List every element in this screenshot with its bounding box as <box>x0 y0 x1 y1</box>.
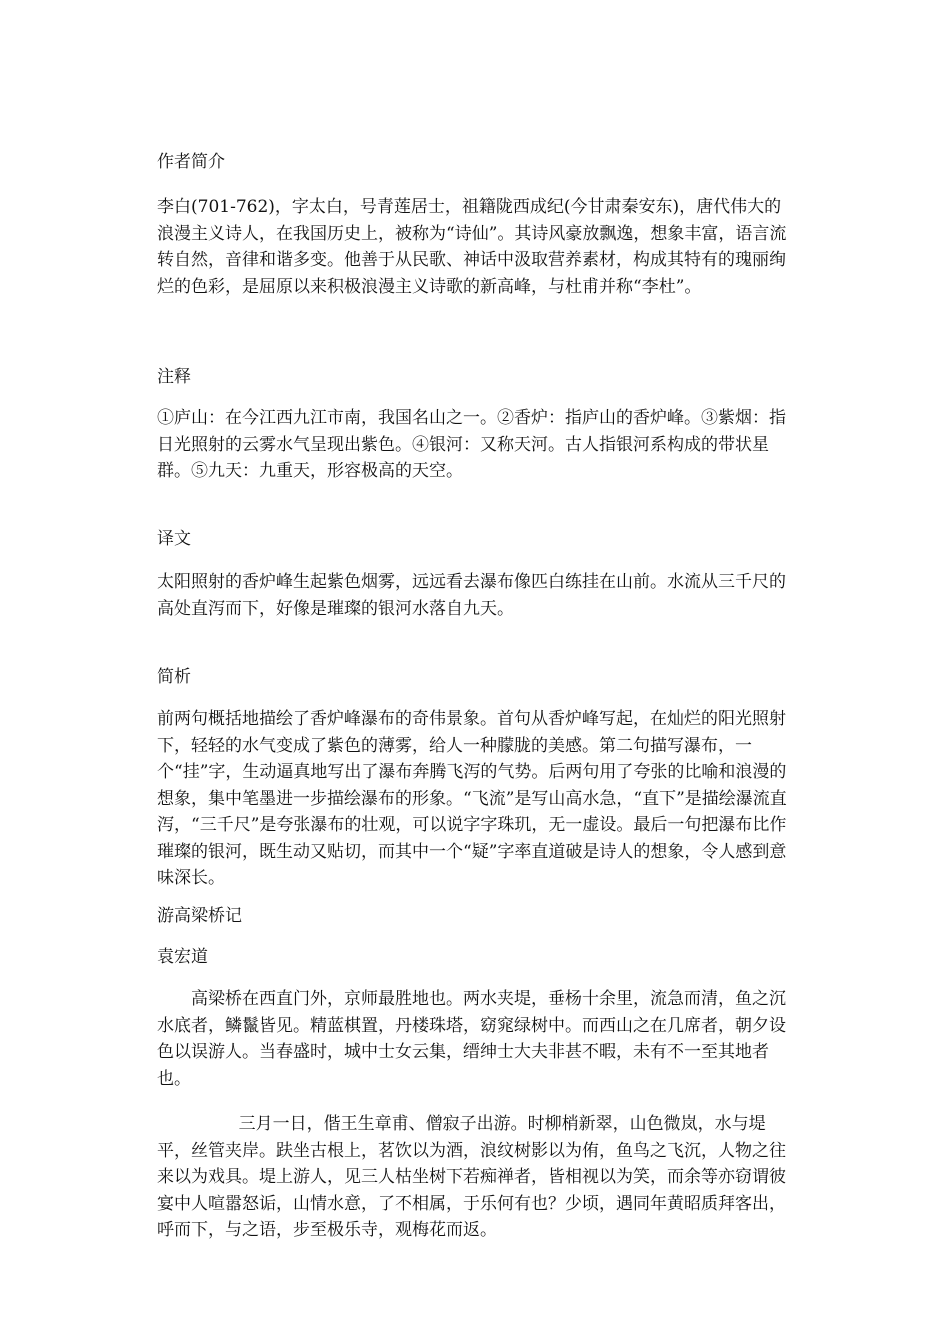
notes-heading: 注释 <box>157 367 191 387</box>
translation-body: 太阳照射的香炉峰生起紫色烟雾，远远看去瀑布像匹白练挂在山前。水流从三千尺的高处直泻而下，好像是璀璨的银河水落自九天。 <box>157 572 786 619</box>
essay-author: 袁宏道 <box>157 947 208 967</box>
essay-title: 游高梁桥记 <box>157 906 242 926</box>
notes-body: ①庐山：在今江西九江市南，我国名山之一。②香炉：指庐山的香炉峰。③紫烟：指日光照射的云雾水气呈现出紫色。④银河：又称天河。古人指银河系构成的带状星群。⑤九天：九重天，形容极高的天空。 <box>157 408 786 481</box>
essay-paragraph-1: 高梁桥在西直门外，京师最胜地也。两水夹堤，垂杨十余里，流急而清，鱼之沉水底者，鳞鬣皆见。精蓝棋置，丹楼珠塔，窈窕绿树中。而西山之在几席者，朝夕设色以误游人。当春盛时，城中士女云集，缙绅士大夫非甚不暇，未有不一至其地者也。 <box>157 989 786 1089</box>
translation-heading: 译文 <box>157 529 191 549</box>
author-intro-heading: 作者简介 <box>157 152 225 172</box>
analysis-body: 前两句概括地描绘了香炉峰瀑布的奇伟景象。首句从香炉峰写起，在灿烂的阳光照射下，轻轻的水气变成了紫色的薄雾，给人一种朦胧的美感。第二句描写瀑布，一个“挂”字，生动逼真地写出了瀑布奔腾飞泻的气势。后两句用了夸张的比喻和浪漫的想象，集中笔墨进一步描绘瀑布的形象。“飞流”是写山高水急，“直下”是描绘瀑流直泻，“三千尺”是夸张瀑布的壮观，可以说字字珠玑，无一虚设。最后一句把瀑布比作璀璨的银河，既生动又贴切，而其中一个“疑”字率直道破是诗人的想象，令人感到意味深长。 <box>157 709 787 888</box>
essay-paragraph-2: 三月一日，偕王生章甫、僧寂子出游。时柳梢新翠，山色微岚，水与堤平，丝管夹岸。趺坐古根上，茗饮以为酒，浪纹树影以为侑，鱼鸟之飞沉，人物之往来以为戏具。堤上游人，见三人枯坐树下若痴禅者，皆相视以为笑，而余等亦窃谓彼宴中人喧嚣怒诟，山情水意，了不相属，于乐何有也？少顷，遇同年黄昭质拜客出，呼而下，与之语，步至极乐寺，观梅花而返。 <box>157 1114 786 1240</box>
author-intro-body: 李白(701-762)，字太白，号青莲居士，祖籍陇西成纪(今甘肃秦安东)，唐代伟大的浪漫主义诗人，在我国历史上，被称为“诗仙”。其诗风豪放飘逸，想象丰富，语言流转自然，音律和谐多变。他善于从民歌、神话中汲取营养素材，构成其特有的瑰丽绚烂的色彩，是屈原以来积极浪漫主义诗歌的新高峰，与杜甫并称“李杜”。 <box>157 197 787 297</box>
analysis-heading: 简析 <box>157 667 191 687</box>
